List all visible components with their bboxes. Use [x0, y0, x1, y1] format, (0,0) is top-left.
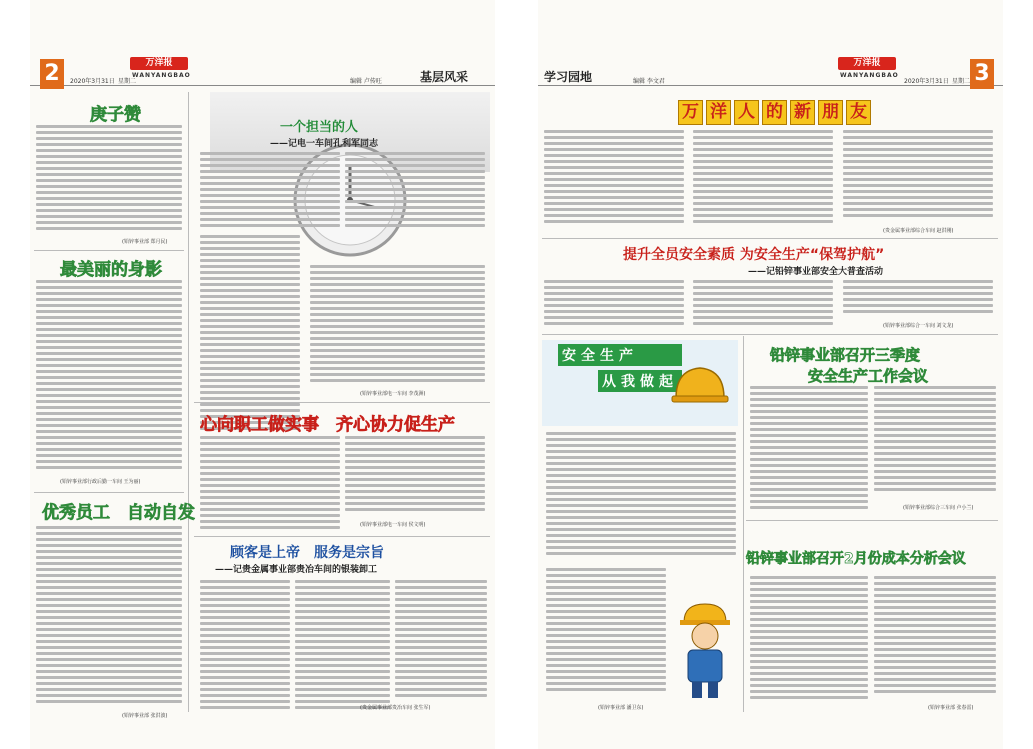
article-byline: (铅锌事业部综合一车间 刘文龙) [883, 323, 954, 329]
article-byline: (铅锌事业部 张春雷) [928, 705, 974, 711]
divider [194, 402, 490, 403]
article-byline: (铅锌事业部行政后勤一车间 王为丽) [60, 479, 141, 485]
divider [542, 238, 998, 239]
article-body [843, 280, 993, 320]
right-header [538, 55, 1003, 86]
worker-cartoon-icon [670, 600, 740, 700]
right-col-divider [743, 336, 744, 712]
divider [542, 334, 998, 335]
article-subtitle: ——记铅锌事业部安全大普查活动 [748, 267, 884, 277]
left-section: 基层风采 [420, 70, 469, 84]
article-title: 提升全员安全素质 为安全生产“保驾护航” [623, 247, 885, 263]
article-byline: (铅锌事业部电一车间 侯文明) [360, 522, 426, 528]
divider [746, 520, 998, 521]
article-title [770, 344, 928, 386]
article-title: 顾客是上帝 服务是宗旨 [230, 545, 384, 561]
left-editor: 编辑 卢传旺 [350, 78, 382, 85]
right-page [538, 0, 1003, 749]
article-body [345, 436, 485, 516]
article-byline: (贵金属事业部综合车间 赵洪刚) [883, 228, 954, 234]
article-body [874, 386, 996, 498]
article-byline: (贵金属事业部贵冶车间 张生军) [360, 705, 431, 711]
article-byline: (铅锌事业部 潘卫东) [598, 705, 644, 711]
left-weekday: 星期二 [118, 78, 137, 85]
article-title: 最美丽的身影 [60, 260, 162, 280]
article-byline: (铅锌事业部 张洪波) [122, 713, 168, 719]
divider [194, 536, 490, 537]
article-body [295, 580, 390, 712]
article-byline: (铅锌事业部 郑月民) [122, 239, 168, 245]
right-date: 2020年3月31日 [904, 78, 949, 85]
article-title [678, 100, 874, 125]
right-editor: 编辑 李文君 [633, 78, 665, 85]
right-logo: 万洋报 [838, 57, 896, 70]
article-body [36, 526, 182, 708]
article-title: 庚子赞 [90, 105, 141, 125]
safety-helmet-icon [670, 360, 730, 410]
article-body [200, 235, 300, 435]
article-body [395, 580, 487, 700]
article-body [546, 568, 666, 696]
article-body [693, 280, 833, 330]
article-byline: (铅锌事业部综合三车间 卢小兰) [903, 505, 974, 511]
article-title: 铅锌事业部召开2月份成本分析会议 [746, 551, 966, 567]
title-char: 朋 [818, 100, 843, 125]
title-line: 铅锌事业部召开三季度 [770, 346, 921, 364]
title-line: 安全生产工作会议 [808, 367, 929, 385]
right-section: 学习园地 [544, 70, 593, 84]
article-body [693, 130, 833, 230]
divider [34, 250, 184, 251]
article-body [310, 265, 485, 385]
article-body [36, 280, 182, 475]
article-body [36, 125, 182, 235]
article-body [200, 436, 340, 532]
left-page-number: 2 [40, 59, 64, 89]
left-col-divider-1 [188, 92, 189, 712]
article-body [200, 152, 340, 232]
article-body [750, 386, 868, 516]
title-line: 从我做起 [598, 370, 682, 392]
article-body [874, 576, 996, 696]
article-body [544, 130, 684, 230]
title-char: 友 [846, 100, 871, 125]
article-body [750, 576, 868, 702]
article-body [546, 432, 736, 562]
title-char: 万 [678, 100, 703, 125]
left-page [30, 0, 495, 749]
left-header [30, 55, 495, 86]
article-title [558, 344, 682, 392]
right-weekday: 星期二 [952, 78, 971, 85]
divider [34, 492, 184, 493]
title-char: 的 [762, 100, 787, 125]
right-logo-en: WANYANGBAO [840, 72, 899, 79]
left-logo: 万洋报 [130, 57, 188, 70]
article-body [200, 580, 290, 712]
article-title: 一个担当的人 [280, 120, 359, 135]
article-subtitle: ——记电一车间孔利军同志 [270, 139, 379, 149]
title-line: 安全生产 [558, 344, 682, 366]
title-char: 人 [734, 100, 759, 125]
article-title: 心向职工做实事 齐心协力促生产 [200, 415, 455, 435]
article-body [544, 280, 684, 330]
title-char: 新 [790, 100, 815, 125]
article-title: 优秀员工 自动自发 [42, 503, 195, 523]
article-byline: (铅锌事业部电一车间 李茂洲) [360, 391, 426, 397]
article-body [843, 130, 993, 225]
left-logo-en: WANYANGBAO [132, 72, 191, 79]
article-subtitle: ——记贵金属事业部贵冶车间的银装卸工 [215, 565, 378, 575]
right-page-number: 3 [970, 59, 994, 89]
article-body [345, 152, 485, 232]
title-char: 洋 [706, 100, 731, 125]
left-date: 2020年3月31日 [70, 78, 115, 85]
